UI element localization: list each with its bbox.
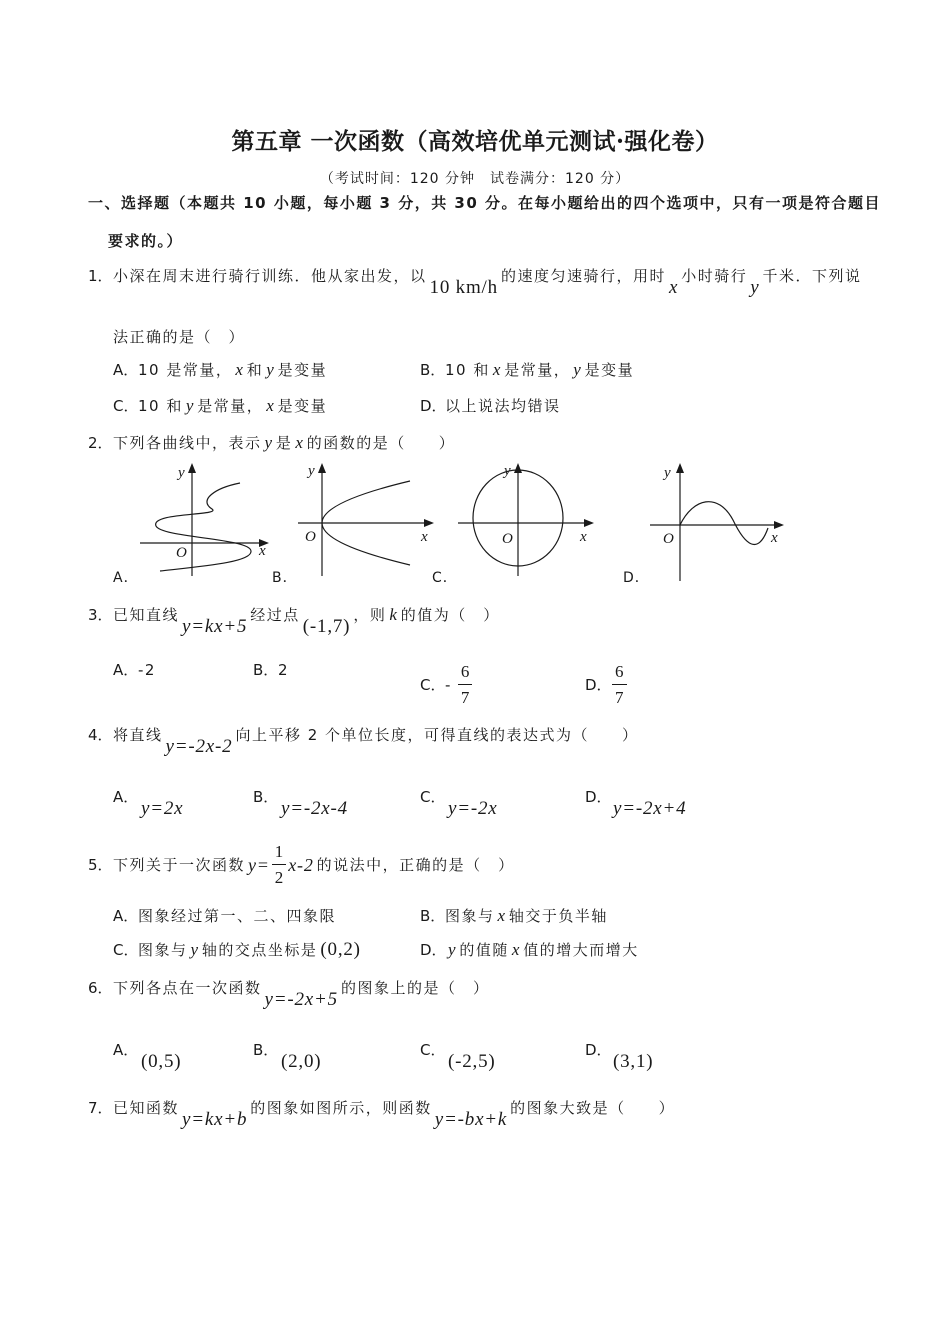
math-expression: y=kx+b xyxy=(182,1109,248,1130)
x-axis-label: x xyxy=(580,529,587,545)
question-3-option-c xyxy=(420,661,474,709)
fraction xyxy=(272,841,287,889)
origin-label: O xyxy=(176,545,187,561)
math-expression: y=kx+5 xyxy=(182,616,248,637)
option-label: A． xyxy=(113,1041,139,1059)
option-label: C． xyxy=(113,397,139,415)
section-heading-line-2 xyxy=(108,232,183,250)
option-label: C． xyxy=(420,1041,446,1059)
option-label: C． xyxy=(113,941,139,959)
question-text: 已知直线 xyxy=(113,606,180,624)
math-expression xyxy=(248,841,314,889)
exam-info: （考试时间：120 分钟 试卷满分：120 分） xyxy=(319,171,631,187)
option-text: 10 和 xyxy=(445,361,490,379)
question-4-line-1 xyxy=(88,726,639,757)
formula-prefix: y= xyxy=(248,855,270,875)
option-text: 图象与 xyxy=(138,941,188,959)
option-text: 是变量 xyxy=(584,361,635,379)
question-text: 下列各曲线中，表示 xyxy=(113,434,262,452)
graph-b-label: B． xyxy=(272,570,298,586)
option-text: 10 是常量， xyxy=(138,361,233,379)
question-number: 7． xyxy=(88,1099,113,1117)
question-text: 是 xyxy=(275,434,293,452)
option-value: 2 xyxy=(278,661,290,679)
question-number: 3． xyxy=(88,606,113,624)
question-6-line-1 xyxy=(88,979,490,1010)
option-text: 值的增大而增大 xyxy=(523,941,639,959)
formula-suffix: x-2 xyxy=(288,855,314,875)
question-text: 的函数的是（ ） xyxy=(306,434,456,452)
question-6-option-a xyxy=(113,1041,184,1072)
question-text: 的值为（ ） xyxy=(400,606,500,624)
y-axis-label: y xyxy=(504,463,511,479)
question-5-option-d xyxy=(420,941,639,959)
question-1-line-1 xyxy=(88,267,862,298)
fraction-numerator: 6 xyxy=(612,661,627,685)
math-variable: y xyxy=(750,277,760,298)
question-5-option-c xyxy=(113,941,364,959)
option-text: 和 xyxy=(246,361,264,379)
math-expression: (-2,5) xyxy=(448,1051,496,1072)
math-expression: y=-2x+4 xyxy=(613,798,687,819)
math-expression: (0,2) xyxy=(320,939,361,960)
origin-label: O xyxy=(502,531,513,547)
option-text: 10 和 xyxy=(138,397,183,415)
question-text: 下列各点在一次函数 xyxy=(113,979,262,997)
option-text: 轴交于负半轴 xyxy=(508,907,608,925)
option-label: C． xyxy=(420,676,446,694)
question-1-line-2 xyxy=(113,328,245,346)
math-variable: x xyxy=(668,277,679,298)
option-label: B． xyxy=(420,361,446,379)
option-label: A． xyxy=(113,788,139,806)
question-text: 的图象如图所示，则函数 xyxy=(250,1099,432,1117)
curve xyxy=(156,483,251,571)
graph-a-label: A． xyxy=(113,570,139,586)
math-expression: y=-2x xyxy=(448,798,498,819)
question-1-option-a xyxy=(113,361,327,379)
graph-c-label: C． xyxy=(432,570,458,586)
option-text: 图象与 xyxy=(445,907,495,925)
question-number: 4． xyxy=(88,726,113,744)
option-label: D． xyxy=(585,676,612,694)
option-text: 是常量， xyxy=(504,361,571,379)
option-text: 图象经过第一、二、四象限 xyxy=(138,907,337,925)
option-label: A． xyxy=(113,661,139,679)
question-number: 1． xyxy=(88,267,113,285)
question-4-option-c xyxy=(420,788,501,819)
x-axis-arrow xyxy=(424,519,434,527)
x-axis-label: x xyxy=(771,530,778,546)
math-variable: y xyxy=(185,396,195,415)
option-label: C． xyxy=(420,788,446,806)
question-6-option-c xyxy=(420,1041,499,1072)
question-text: 的速度匀速骑行，用时 xyxy=(500,267,666,285)
question-text: 小时骑行 xyxy=(681,267,748,285)
math-expression: y=-2x-2 xyxy=(165,736,233,757)
question-6-option-d xyxy=(585,1041,656,1072)
option-label: D． xyxy=(420,397,447,415)
fraction-denominator: 2 xyxy=(274,868,284,887)
math-variable: x xyxy=(266,396,275,415)
x-axis-label: x xyxy=(259,543,266,559)
x-axis-label: x xyxy=(421,529,428,545)
y-axis-arrow xyxy=(514,463,522,473)
math-variable: y xyxy=(573,360,582,379)
math-variable: x xyxy=(511,940,521,959)
question-text: 小深在周末进行骑行训练．他从家出发，以 xyxy=(113,267,427,285)
section-heading-text: 要求的。） xyxy=(108,232,184,250)
math-variable: x xyxy=(492,360,502,379)
question-7-line-1 xyxy=(88,1099,676,1130)
question-number: 2． xyxy=(88,434,113,452)
question-text: 向上平移 2 个单位长度，可得直线的表达式为（ ） xyxy=(235,726,639,744)
math-variable: y xyxy=(266,360,275,379)
y-axis-arrow xyxy=(676,463,684,473)
question-4-option-d xyxy=(585,788,689,819)
y-axis-label: y xyxy=(664,465,671,481)
question-number: 6． xyxy=(88,979,113,997)
option-label: D． xyxy=(420,941,447,959)
question-text: 的说法中，正确的是（ ） xyxy=(316,856,515,874)
math-expression: y=-bx+k xyxy=(434,1109,508,1130)
graph-b xyxy=(298,463,434,576)
option-label: A． xyxy=(113,907,139,925)
question-3-option-a xyxy=(113,661,156,679)
option-value: -2 xyxy=(138,661,156,679)
question-2-line-1 xyxy=(88,434,455,452)
question-4-option-a xyxy=(113,788,186,819)
question-6-option-b xyxy=(253,1041,324,1072)
option-text: 是变量 xyxy=(277,361,328,379)
math-expression: (0,5) xyxy=(141,1051,182,1072)
question-text: 将直线 xyxy=(113,726,163,744)
y-axis-arrow xyxy=(188,463,196,473)
question-text: 千米．下列说 xyxy=(762,267,862,285)
question-3-option-d xyxy=(585,661,629,709)
minus-sign: - xyxy=(445,676,452,694)
question-2-graphs xyxy=(0,455,950,585)
option-label: B． xyxy=(253,661,279,679)
question-text: 已知函数 xyxy=(113,1099,180,1117)
question-text: 经过点 xyxy=(250,606,300,624)
question-3-line-1 xyxy=(88,605,500,637)
math-variable: x xyxy=(295,433,304,452)
math-variable: k xyxy=(389,605,398,624)
origin-label: O xyxy=(663,531,674,547)
question-text: 的图象上的是（ ） xyxy=(340,979,490,997)
fraction xyxy=(612,661,627,709)
fraction-numerator: 1 xyxy=(272,841,287,865)
question-5-option-b xyxy=(420,907,608,925)
graph-a xyxy=(140,463,269,576)
math-variable: x xyxy=(235,360,244,379)
question-1-option-c xyxy=(113,397,327,415)
question-text: 法正确的是（ ） xyxy=(113,328,246,346)
fraction-denominator: 7 xyxy=(460,688,470,707)
question-text: 的图象大致是（ ） xyxy=(510,1099,676,1117)
x-axis-arrow xyxy=(584,519,594,527)
option-label: B． xyxy=(253,1041,279,1059)
section-heading-text: 一、选择题（本题共 10 小题，每小题 3 分，共 30 分。在每小题给出的四个选项中，只有一项是符合题目 xyxy=(88,194,882,212)
math-variable: y xyxy=(448,940,457,959)
option-label: D． xyxy=(585,788,612,806)
math-variable: y xyxy=(264,433,273,452)
math-expression: y=2x xyxy=(141,798,184,819)
x-axis-arrow xyxy=(774,521,784,529)
option-text: 是常量， xyxy=(197,397,264,415)
question-5-line-1 xyxy=(88,841,515,889)
fraction-denominator: 7 xyxy=(615,688,624,707)
question-1-option-b xyxy=(420,361,634,379)
option-text: 以上说法均错误 xyxy=(445,397,561,415)
option-label: B． xyxy=(253,788,279,806)
section-heading-line-1 xyxy=(88,194,881,212)
math-variable: y xyxy=(190,940,199,959)
origin-label: O xyxy=(305,529,316,545)
math-expression: y=-2x-4 xyxy=(281,798,348,819)
question-4-option-b xyxy=(253,788,351,819)
question-5-option-a xyxy=(113,907,336,925)
math-variable: x xyxy=(497,906,506,925)
graph-d-label: D． xyxy=(623,570,650,586)
option-text: 的值随 xyxy=(459,941,509,959)
question-text: ，则 xyxy=(353,606,387,624)
graph-c xyxy=(458,463,594,576)
math-expression: (-1,7) xyxy=(302,616,351,637)
question-number: 5． xyxy=(88,856,113,874)
option-text: 轴的交点坐标是 xyxy=(201,941,318,959)
y-axis-label: y xyxy=(308,463,315,479)
option-label: B． xyxy=(420,907,446,925)
y-axis-label: y xyxy=(178,465,185,481)
fraction-numerator: 6 xyxy=(458,661,473,685)
question-1-option-d xyxy=(420,397,561,415)
curve xyxy=(680,502,768,545)
option-text: 是变量 xyxy=(277,397,328,415)
page-title: 第五章 一次函数（高效培优单元测试·强化卷） xyxy=(231,128,719,155)
option-label: A． xyxy=(113,361,139,379)
option-label: D． xyxy=(585,1041,612,1059)
question-text: 下列关于一次函数 xyxy=(113,856,246,874)
math-expression: (2,0) xyxy=(281,1051,322,1072)
question-3-option-b xyxy=(253,661,289,679)
math-expression: y=-2x+5 xyxy=(264,989,338,1010)
math-expression: 10 km/h xyxy=(429,277,498,298)
math-expression: (3,1) xyxy=(613,1051,654,1072)
fraction xyxy=(458,661,473,709)
y-axis-arrow xyxy=(318,463,326,473)
